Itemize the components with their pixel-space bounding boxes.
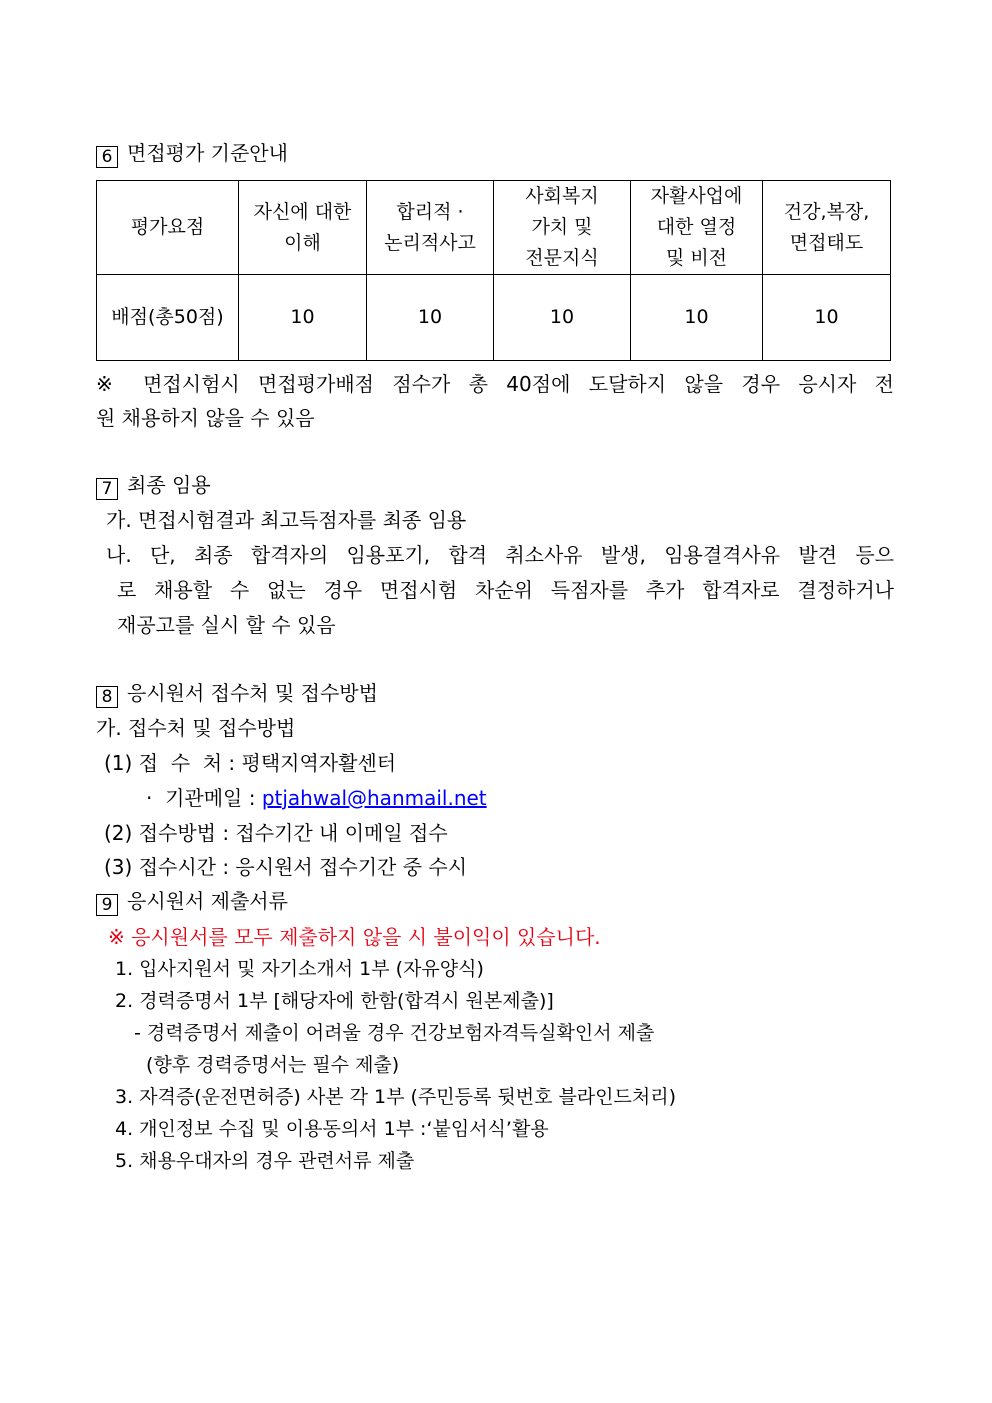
- section-6-note-line-1: ※ 면접시험시 면접평가배점 점수가 총 40점에 도달하지 않을 경우 응시자 전: [96, 372, 894, 396]
- score-cell: 10: [631, 275, 763, 361]
- list-item: - 경력증명서 제출이 어려울 경우 건강보험자격득실확인서 제출: [134, 1022, 655, 1044]
- email-label: · 기관메일 :: [146, 786, 262, 810]
- list-item: 1. 입사지원서 및 자기소개서 1부 (자유양식): [115, 958, 484, 980]
- header-cell: 자신에 대한 이해: [239, 181, 367, 275]
- list-item: (향후 경력증명서는 필수 제출): [146, 1054, 400, 1076]
- list-item: 5. 채용우대자의 경우 관련서류 제출: [115, 1150, 415, 1172]
- table-row: [97, 275, 891, 361]
- section-8-email-line: [146, 788, 487, 808]
- interview-criteria-table: [96, 180, 891, 361]
- score-cell: 10: [763, 275, 891, 361]
- section-7-number: 7: [96, 478, 118, 500]
- header-cell: 합리적 · 논리적사고: [367, 181, 494, 275]
- table-header-row: [97, 181, 891, 275]
- section-6-note-line-2: 원 채용하지 않을 수 있음: [96, 406, 315, 430]
- section-6-heading: [96, 143, 288, 168]
- score-cell: 10: [239, 275, 367, 361]
- section-7-heading: [96, 475, 211, 500]
- header-cell: 자활사업에 대한 열정 및 비전: [631, 181, 763, 275]
- header-cell: 평가요점: [97, 181, 239, 275]
- section-9-warning: ※ 응시원서를 모두 제출하지 않을 시 불이익이 있습니다.: [108, 925, 601, 949]
- section-8-number: 8: [96, 686, 118, 708]
- section-8-place: (1) 접 수 처 : 평택지역자활센터: [104, 751, 397, 775]
- section-9-number: 9: [96, 894, 118, 916]
- score-cell: 10: [367, 275, 494, 361]
- email-link[interactable]: ptjahwal@hanmail.net: [261, 786, 487, 810]
- list-item: 2. 경력증명서 1부 [해당자에 한함(합격시 원본제출)]: [115, 990, 554, 1012]
- section-7-title: 최종 임용: [127, 473, 211, 497]
- section-9-title: 응시원서 제출서류: [127, 889, 288, 913]
- header-cell: 건강,복장, 면접태도: [763, 181, 891, 275]
- section-8-time: (3) 접수시간 : 응시원서 접수기간 중 수시: [104, 855, 468, 879]
- section-8-title: 응시원서 접수처 및 접수방법: [127, 681, 378, 705]
- section-7-item-a: 가. 면접시험결과 최고득점자를 최종 임용: [106, 508, 467, 532]
- section-7-item-b-line-2: 로 채용할 수 없는 경우 면접시험 차순위 득점자를 추가 합격자로 결정하거나: [117, 578, 894, 602]
- list-item: 3. 자격증(운전면허증) 사본 각 1부 (주민등록 뒷번호 블라인드처리): [115, 1086, 676, 1108]
- section-7-item-b-line-3: 재공고를 실시 할 수 있음: [117, 613, 336, 637]
- section-8-sub-a: 가. 접수처 및 접수방법: [96, 716, 296, 740]
- section-8-method: (2) 접수방법 : 접수기간 내 이메일 접수: [104, 821, 448, 845]
- section-8-heading: [96, 683, 378, 708]
- section-6-title: 면접평가 기준안내: [127, 141, 288, 165]
- list-item: 4. 개인정보 수집 및 이용동의서 1부 :‘붙임서식’활용: [115, 1118, 549, 1140]
- section-6-number: 6: [96, 146, 118, 168]
- score-cell: 10: [494, 275, 631, 361]
- section-9-heading: [96, 891, 288, 916]
- header-cell: 사회복지 가치 및 전문지식: [494, 181, 631, 275]
- row-label-cell: 배점(총50점): [97, 275, 239, 361]
- section-7-item-b-line-1: 나. 단, 최종 합격자의 임용포기, 합격 취소사유 발생, 임용결격사유 발견 등으: [106, 543, 894, 567]
